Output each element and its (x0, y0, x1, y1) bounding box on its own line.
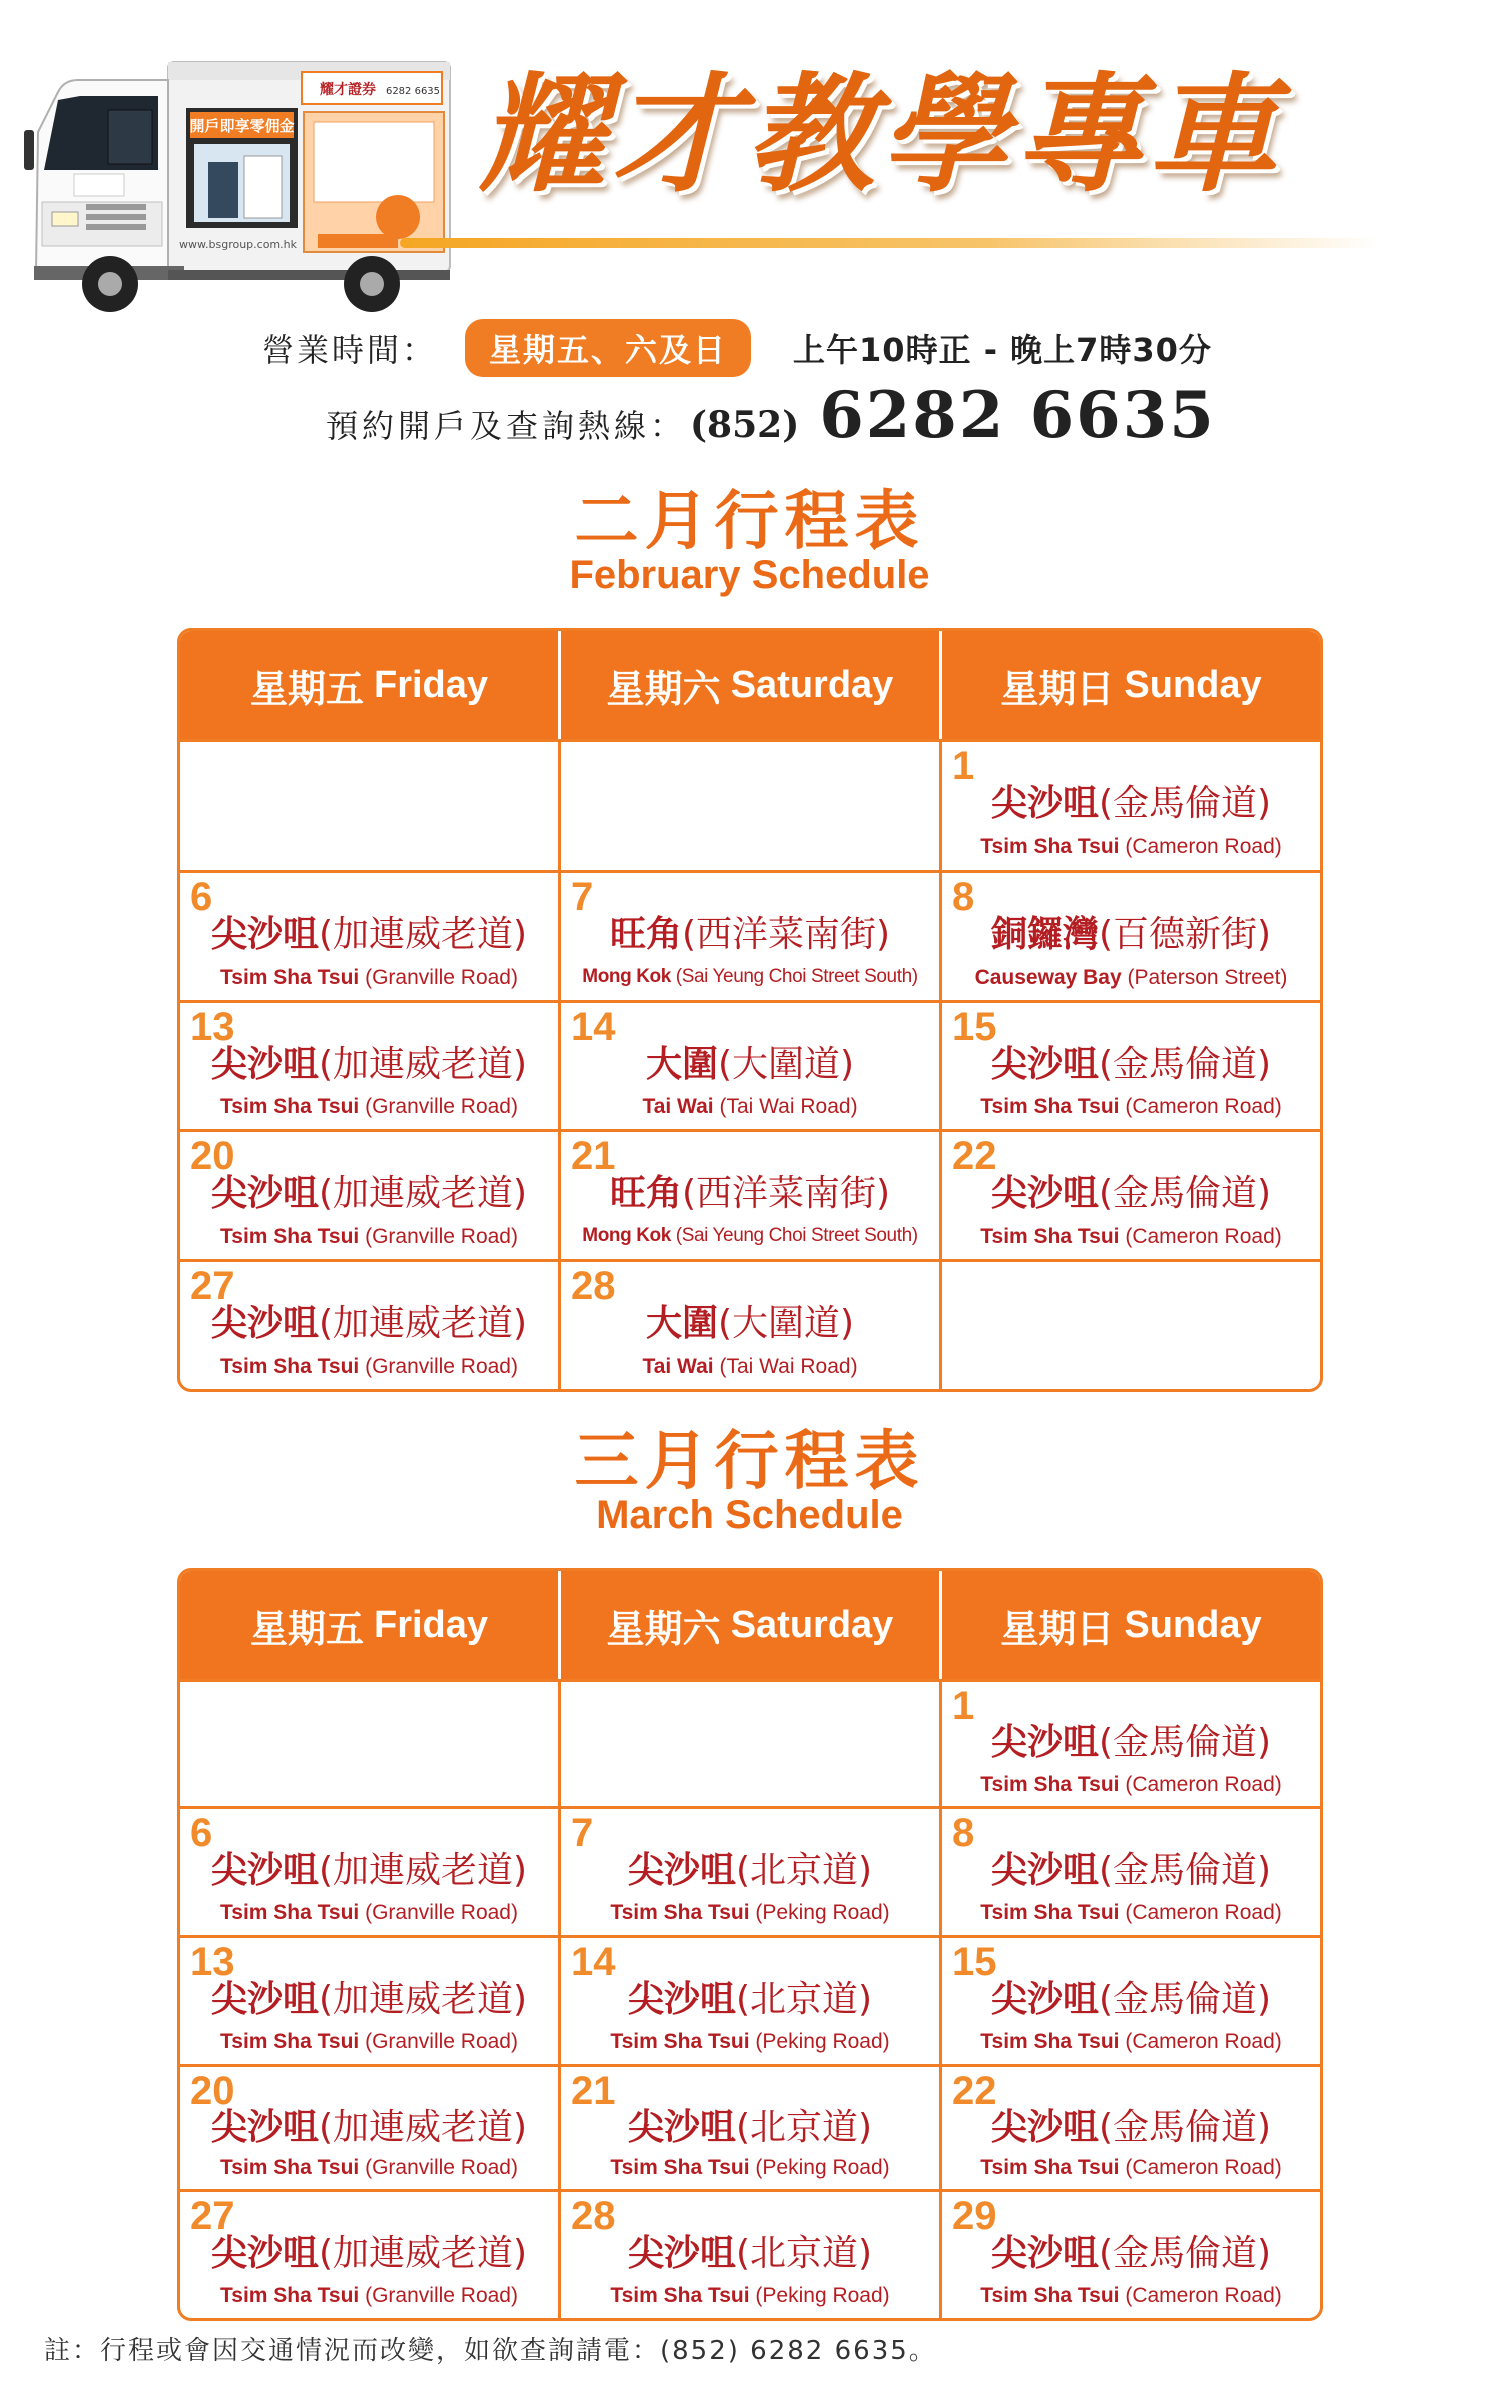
street-en: (Granville Road) (365, 2156, 518, 2180)
location-en (561, 2030, 939, 2054)
district-zh: 尖沙咀 (627, 1849, 736, 1891)
day-number: 14 (571, 1940, 616, 1984)
schedule-cell (561, 1682, 942, 1806)
march-title-en: March Schedule (596, 1493, 903, 1537)
schedule-cell (180, 1809, 561, 1935)
schedule-cell (561, 873, 942, 1000)
location-en (180, 2284, 558, 2308)
street-zh: (加連威老道) (318, 914, 528, 956)
schedule-cell (942, 1809, 1320, 1935)
truck-website: www.bsgroup.com.hk (179, 238, 297, 251)
district-en: Tsim Sha Tsui (220, 1900, 360, 1924)
street-zh: (加連威老道) (318, 1978, 528, 2020)
schedule-row (180, 1129, 1320, 1259)
weekday-header-zh: 星期六 (606, 1606, 721, 1651)
street-en: (Tai Wai Road) (719, 1094, 858, 1118)
district-zh: 銅鑼灣 (990, 914, 1099, 956)
district-zh: 大圍 (645, 1303, 718, 1345)
street-zh: (北京道) (735, 1849, 873, 1891)
day-number: 14 (571, 1005, 616, 1049)
schedule-cell (180, 1132, 561, 1259)
day-number: 22 (952, 2069, 997, 2113)
district-en: Tsim Sha Tsui (610, 2156, 750, 2180)
location-en (942, 1225, 1320, 1249)
street-zh: (金馬倫道) (1098, 1043, 1272, 1085)
street-en: (Peking Road) (755, 2283, 890, 2307)
weekday-header-en: Saturday (730, 1603, 894, 1646)
weekday-header-zh: 星期六 (606, 666, 721, 711)
location-zh (180, 1036, 558, 1087)
district-zh: 尖沙咀 (990, 1849, 1099, 1891)
district-zh: 尖沙咀 (210, 2232, 319, 2274)
street-zh: (金馬倫道) (1098, 1849, 1272, 1891)
location-en (942, 966, 1320, 990)
street-en: (Granville Road) (365, 1094, 518, 1118)
district-en: Tsim Sha Tsui (220, 2029, 360, 2053)
schedule-cell (180, 1003, 561, 1129)
district-zh: 尖沙咀 (210, 1043, 319, 1085)
location-en (561, 1095, 939, 1119)
hotline-label: 預約開戶及查詢熱線： (326, 407, 687, 445)
street-zh: (金馬倫道) (1098, 2232, 1272, 2274)
district-zh: 旺角 (609, 1173, 682, 1215)
day-number: 20 (190, 2069, 235, 2113)
schedule-row (180, 870, 1320, 1000)
location-zh (561, 2099, 939, 2150)
location-zh (561, 1165, 939, 1216)
schedule-cell (942, 2067, 1320, 2189)
street-zh: (大圍道) (717, 1303, 855, 1345)
day-number: 15 (952, 1940, 997, 1984)
street-zh: (金馬倫道) (1098, 783, 1272, 825)
schedule-row (180, 2189, 1320, 2318)
location-zh (942, 1165, 1320, 1216)
day-number: 27 (190, 1264, 235, 1308)
district-zh: 尖沙咀 (990, 2232, 1099, 2274)
location-zh (180, 1295, 558, 1346)
location-zh (180, 906, 558, 957)
schedule-cell (180, 2067, 561, 2189)
district-en: Tsim Sha Tsui (610, 2283, 750, 2307)
street-en: (Granville Road) (365, 1224, 518, 1248)
location-zh (180, 1971, 558, 2022)
weekday-header (942, 1571, 1320, 1679)
district-en: Tsim Sha Tsui (980, 2156, 1120, 2180)
street-zh: (加連威老道) (318, 2232, 528, 2274)
district-en: Causeway Bay (974, 965, 1122, 989)
street-en: (Peking Road) (755, 2029, 890, 2053)
location-en (180, 1355, 558, 1379)
march-title-zh: 三月行程表 (574, 1425, 925, 1499)
district-en: Tsim Sha Tsui (610, 1900, 750, 1924)
street-zh: (西洋菜南街) (681, 1173, 891, 1215)
district-en: Tsim Sha Tsui (980, 1094, 1120, 1118)
street-zh: (西洋菜南街) (681, 914, 891, 956)
location-zh (942, 1714, 1320, 1765)
hotline (326, 378, 1326, 458)
schedule-cell (561, 1809, 942, 1935)
street-zh: (加連威老道) (318, 1849, 528, 1891)
district-en: Tsim Sha Tsui (220, 2156, 360, 2180)
schedule-row (180, 1000, 1320, 1129)
district-en: Tai Wai (642, 1354, 714, 1378)
weekday-header-zh: 星期五 (249, 666, 364, 711)
schedule-cell (942, 873, 1320, 1000)
day-number: 27 (190, 2194, 235, 2238)
district-zh: 尖沙咀 (990, 1173, 1099, 1215)
street-en: (Granville Road) (365, 1900, 518, 1924)
district-en: Tsim Sha Tsui (980, 1900, 1120, 1924)
location-zh (180, 1842, 558, 1893)
brand-title: 耀才教學專車 (478, 61, 1283, 210)
street-en: (Tai Wai Road) (719, 1354, 858, 1378)
location-zh (942, 906, 1320, 957)
day-number: 6 (190, 875, 213, 919)
district-en: Mong Kok (582, 1224, 671, 1246)
street-en: (Sai Yeung Choi Street South) (675, 965, 918, 987)
location-zh (180, 2225, 558, 2276)
schedule-cell (180, 2192, 561, 2318)
street-en: (Cameron Road) (1125, 2029, 1282, 2053)
street-zh: (加連威老道) (318, 1173, 528, 1215)
weekday-header-en: Sunday (1124, 663, 1262, 706)
day-number: 21 (571, 2069, 616, 2113)
street-en: (Peking Road) (755, 1900, 890, 1924)
schedule-cell (561, 2067, 942, 2189)
district-zh: 尖沙咀 (627, 2106, 736, 2148)
schedule-row (180, 739, 1320, 870)
location-en (942, 2030, 1320, 2054)
district-zh: 尖沙咀 (990, 2106, 1099, 2148)
title-underline (400, 238, 1380, 248)
street-en: (Cameron Road) (1125, 1772, 1282, 1796)
location-zh (561, 1971, 939, 2022)
location-zh (942, 1971, 1320, 2022)
weekday-header-en: Friday (373, 663, 489, 706)
district-zh: 旺角 (609, 914, 682, 956)
district-en: Tsim Sha Tsui (980, 1772, 1120, 1796)
schedule-row (180, 1259, 1320, 1389)
day-number: 13 (190, 1940, 235, 1984)
schedule-row (180, 2064, 1320, 2189)
weekday-header (180, 1571, 561, 1679)
weekday-header-row (180, 631, 1320, 739)
street-zh: (加連威老道) (318, 1303, 528, 1345)
district-zh: 尖沙咀 (210, 1849, 319, 1891)
street-en: (Cameron Road) (1125, 1900, 1282, 1924)
location-en (561, 2156, 939, 2180)
district-en: Tsim Sha Tsui (220, 1224, 360, 1248)
street-en: (Granville Road) (365, 1354, 518, 1378)
weekday-header (561, 631, 942, 739)
street-en: (Cameron Road) (1125, 1224, 1282, 1248)
district-en: Tsim Sha Tsui (220, 2283, 360, 2307)
district-zh: 尖沙咀 (627, 1978, 736, 2020)
weekday-header-en: Saturday (730, 663, 894, 706)
district-en: Tsim Sha Tsui (980, 1224, 1120, 1248)
location-en (942, 1901, 1320, 1925)
schedule-cell (942, 742, 1320, 870)
location-zh (561, 2225, 939, 2276)
street-en: (Granville Road) (365, 2029, 518, 2053)
weekday-header (942, 631, 1320, 739)
schedule-row (180, 1679, 1320, 1806)
day-number: 22 (952, 1134, 997, 1178)
street-zh: (金馬倫道) (1098, 2106, 1272, 2148)
location-zh (180, 2099, 558, 2150)
schedule-cell (180, 1938, 561, 2064)
schedule-cell (942, 1262, 1320, 1389)
day-number: 28 (571, 1264, 616, 1308)
district-en: Mong Kok (582, 965, 671, 987)
february-title-en: February Schedule (569, 553, 930, 597)
street-en: (Peking Road) (755, 2156, 890, 2180)
hotline-number[interactable]: 6282 6635 (819, 378, 1216, 453)
truck-icon (18, 52, 458, 332)
street-zh: (加連威老道) (318, 2106, 528, 2148)
street-zh: (金馬倫道) (1098, 1173, 1272, 1215)
weekday-header-zh: 星期日 (1000, 1606, 1115, 1651)
location-en (942, 2284, 1320, 2308)
day-number: 28 (571, 2194, 616, 2238)
street-zh: (金馬倫道) (1098, 1978, 1272, 2020)
street-zh: (大圍道) (717, 1043, 855, 1085)
location-en (942, 835, 1320, 859)
days-badge: 星期五、六及日 (465, 319, 751, 377)
day-number: 20 (190, 1134, 235, 1178)
schedule-cell (180, 1262, 561, 1389)
location-en (180, 2156, 558, 2180)
schedule-cell (180, 742, 561, 870)
district-zh: 尖沙咀 (210, 914, 319, 956)
day-number: 7 (571, 875, 594, 919)
truck-screen-text: 開戶即享零佣金 (189, 117, 295, 135)
hours-time: 上午10時正 - 晚上7時30分 (793, 331, 1212, 369)
day-number: 1 (952, 744, 975, 788)
location-en (561, 2284, 939, 2308)
february-title-zh: 二月行程表 (574, 485, 925, 559)
weekday-header-en: Sunday (1124, 1603, 1262, 1646)
district-zh: 尖沙咀 (210, 1303, 319, 1345)
day-number: 8 (952, 875, 975, 919)
day-number: 29 (952, 2194, 997, 2238)
day-number: 13 (190, 1005, 235, 1049)
schedule-cell (180, 1682, 561, 1806)
schedule-cell (942, 1938, 1320, 2064)
location-zh (561, 1295, 939, 1346)
day-number: 6 (190, 1811, 213, 1855)
business-hours (262, 318, 1362, 378)
district-en: Tai Wai (642, 1094, 714, 1118)
schedule-cell (561, 742, 942, 870)
district-zh: 尖沙咀 (990, 1722, 1099, 1764)
schedule-row (180, 1806, 1320, 1935)
location-en (942, 1095, 1320, 1119)
district-en: Tsim Sha Tsui (980, 835, 1120, 859)
street-en: (Granville Road) (365, 965, 518, 989)
location-en (180, 1095, 558, 1119)
district-zh: 尖沙咀 (627, 2232, 736, 2274)
street-en: (Cameron Road) (1125, 2283, 1282, 2307)
street-zh: (北京道) (735, 2106, 873, 2148)
weekday-header-zh: 星期日 (1000, 666, 1115, 711)
day-number: 15 (952, 1005, 997, 1049)
street-en: (Paterson Street) (1127, 965, 1288, 989)
weekday-header-row (180, 1571, 1320, 1679)
day-number: 21 (571, 1134, 616, 1178)
schedule-cell (942, 1003, 1320, 1129)
weekday-header-zh: 星期五 (249, 1606, 364, 1651)
weekday-header (180, 631, 561, 739)
location-en (180, 1901, 558, 1925)
day-number: 1 (952, 1684, 975, 1728)
location-en (942, 2156, 1320, 2180)
location-en (561, 1225, 939, 1247)
street-en: (Granville Road) (365, 2283, 518, 2307)
truck-brand: 耀才證券 (320, 82, 376, 98)
location-zh (180, 1165, 558, 1216)
hours-label: 營業時間： (262, 331, 438, 369)
weekday-header (561, 1571, 942, 1679)
district-en: Tsim Sha Tsui (980, 2283, 1120, 2307)
location-zh (942, 2225, 1320, 2276)
location-zh (561, 1036, 939, 1087)
district-en: Tsim Sha Tsui (220, 965, 360, 989)
district-en: Tsim Sha Tsui (610, 2029, 750, 2053)
hotline-area-code: (852) (690, 404, 800, 446)
schedule-cell (942, 2192, 1320, 2318)
march-schedule-table (177, 1568, 1323, 2321)
schedule-row (180, 1935, 1320, 2064)
weekday-header-en: Friday (373, 1603, 489, 1646)
location-zh (561, 1842, 939, 1893)
street-zh: (加連威老道) (318, 1043, 528, 1085)
location-zh (942, 2099, 1320, 2150)
location-en (180, 1225, 558, 1249)
street-en: (Cameron Road) (1125, 2156, 1282, 2180)
street-en: (Cameron Road) (1125, 835, 1282, 859)
location-en (561, 1355, 939, 1379)
district-en: Tsim Sha Tsui (220, 1354, 360, 1378)
location-en (942, 1773, 1320, 1797)
day-number: 8 (952, 1811, 975, 1855)
district-zh: 尖沙咀 (990, 1043, 1099, 1085)
district-zh: 尖沙咀 (210, 1173, 319, 1215)
location-en (180, 2030, 558, 2054)
street-zh: (百德新街) (1098, 914, 1272, 956)
schedule-cell (561, 2192, 942, 2318)
district-zh: 尖沙咀 (210, 1978, 319, 2020)
location-zh (942, 1036, 1320, 1087)
street-zh: (北京道) (735, 2232, 873, 2274)
street-en: (Cameron Road) (1125, 1094, 1282, 1118)
february-schedule-table (177, 628, 1323, 1392)
truck-phone: 6282 6635 (385, 86, 441, 97)
district-zh: 尖沙咀 (990, 1978, 1099, 2020)
district-en: Tsim Sha Tsui (980, 2029, 1120, 2053)
district-zh: 尖沙咀 (210, 2106, 319, 2148)
location-en (561, 1901, 939, 1925)
location-en (180, 966, 558, 990)
footnote: 註：行程或會因交通情況而改變，如欲查詢請電：(852) 6282 6635。 (44, 2336, 937, 2366)
schedule-cell (942, 1132, 1320, 1259)
schedule-cell (561, 1003, 942, 1129)
district-zh: 大圍 (645, 1043, 718, 1085)
schedule-cell (561, 1938, 942, 2064)
schedule-cell (942, 1682, 1320, 1806)
schedule-cell (561, 1262, 942, 1389)
schedule-cell (561, 1132, 942, 1259)
location-zh (942, 775, 1320, 826)
street-en: (Sai Yeung Choi Street South) (675, 1224, 918, 1246)
district-en: Tsim Sha Tsui (220, 1094, 360, 1118)
location-en (561, 966, 939, 988)
day-number: 7 (571, 1811, 594, 1855)
schedule-cell (180, 873, 561, 1000)
street-zh: (金馬倫道) (1098, 1722, 1272, 1764)
location-zh (561, 906, 939, 957)
district-zh: 尖沙咀 (990, 783, 1099, 825)
street-zh: (北京道) (735, 1978, 873, 2020)
location-zh (942, 1842, 1320, 1893)
